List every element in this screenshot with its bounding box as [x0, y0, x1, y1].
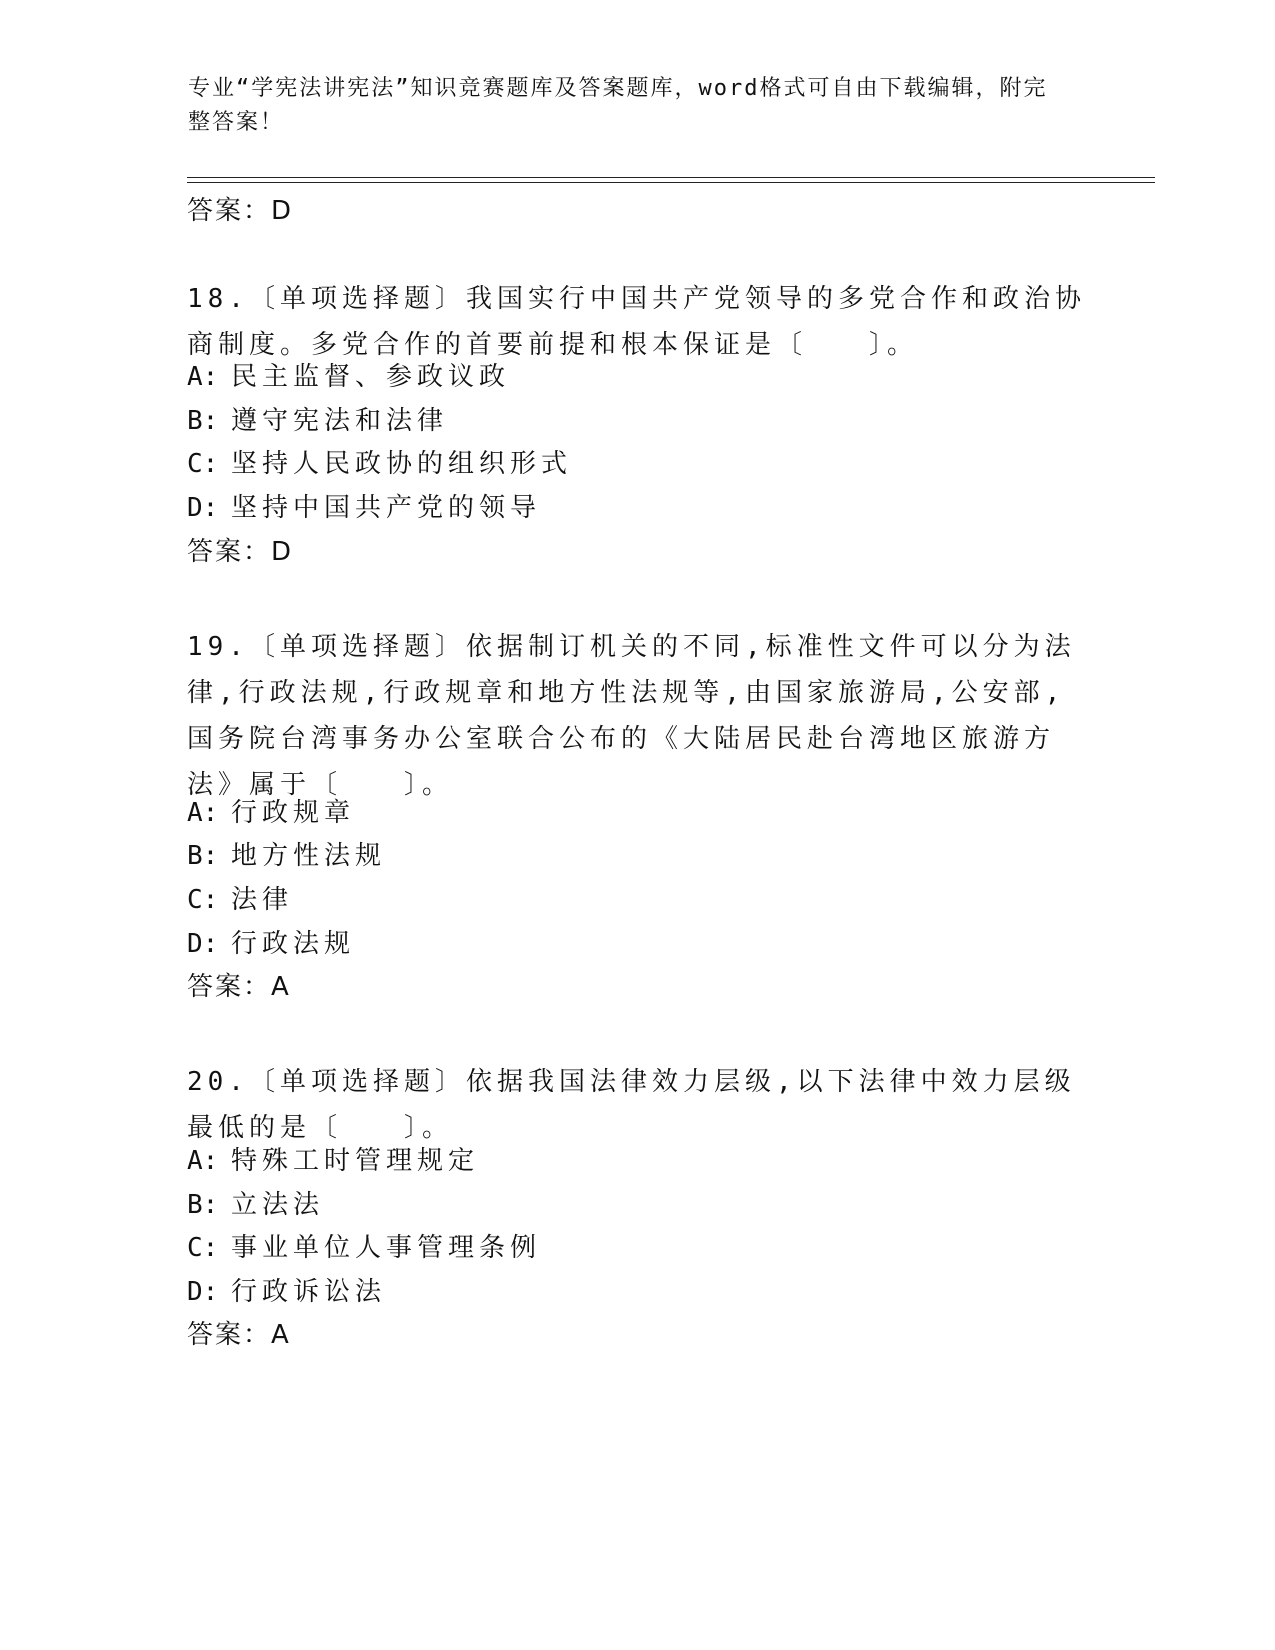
- option-key: A:: [187, 798, 219, 828]
- option-key: B:: [187, 406, 219, 436]
- answer-17: 答案：D: [187, 196, 294, 226]
- question-18-option-c: [187, 449, 572, 479]
- option-text: 遵守宪法和法律: [231, 406, 449, 436]
- question-19-option-d: [187, 929, 355, 959]
- option-text: 行政法规: [231, 929, 356, 959]
- answer-20: 答案：A: [187, 1320, 291, 1350]
- option-key: B:: [187, 841, 219, 871]
- question-18-option-b: [187, 406, 448, 436]
- question-19-stem: 19.〔单项选择题〕依据制订机关的不同,标准性文件可以分为法律,行政法规,行政规章和地方性法规等,由国家旅游局,公安部,国务院台湾事务办公室联合公布的《大陆居民赴台湾地区旅游方法》属于〔 〕。: [187, 632, 1076, 800]
- option-key: D:: [187, 493, 219, 523]
- option-key: B:: [187, 1190, 219, 1220]
- question-19-option-b: [187, 841, 386, 871]
- option-key: C:: [187, 449, 219, 479]
- document-header: 专业“学宪法讲宪法”知识竞赛题库及答案题库，word格式可自由下载编辑，附完整答案！: [188, 76, 1048, 135]
- option-text: 坚持中国共产党的领导: [231, 493, 542, 523]
- option-key: D:: [187, 1277, 219, 1307]
- option-key: C:: [187, 1233, 219, 1263]
- option-text: 法律: [231, 885, 294, 915]
- option-text: 事业单位人事管理条例: [231, 1233, 542, 1263]
- header-divider-top: [187, 177, 1155, 178]
- question-20-option-d: [187, 1277, 386, 1307]
- option-key: A:: [187, 362, 219, 392]
- question-20-option-b: [187, 1190, 324, 1220]
- option-text: 坚持人民政协的组织形式: [231, 449, 573, 479]
- question-20-option-c: [187, 1233, 541, 1263]
- answer-19: 答案：A: [187, 972, 291, 1002]
- question-20-stem: 20.〔单项选择题〕依据我国法律效力层级,以下法律中效力层级最低的是〔 〕。: [187, 1067, 1076, 1143]
- header-divider-bottom: [187, 182, 1155, 183]
- option-key: C:: [187, 885, 219, 915]
- option-key: D:: [187, 929, 219, 959]
- option-text: 地方性法规: [231, 841, 387, 871]
- option-text: 行政诉讼法: [231, 1277, 387, 1307]
- question-18-option-a: [187, 362, 510, 392]
- option-key: A:: [187, 1146, 219, 1176]
- question-20-option-a: [187, 1146, 479, 1176]
- answer-18: 答案：D: [187, 537, 294, 567]
- question-19-option-a: [187, 798, 355, 828]
- option-text: 民主监督、参政议政: [231, 362, 511, 392]
- question-18-option-d: [187, 493, 541, 523]
- option-text: 立法法: [231, 1190, 325, 1220]
- option-text: 特殊工时管理规定: [231, 1146, 480, 1176]
- question-19-option-c: [187, 885, 293, 915]
- question-18-stem: 18.〔单项选择题〕我国实行中国共产党领导的多党合作和政治协商制度。多党合作的首要前提和根本保证是〔 〕。: [187, 284, 1086, 360]
- option-text: 行政规章: [231, 798, 356, 828]
